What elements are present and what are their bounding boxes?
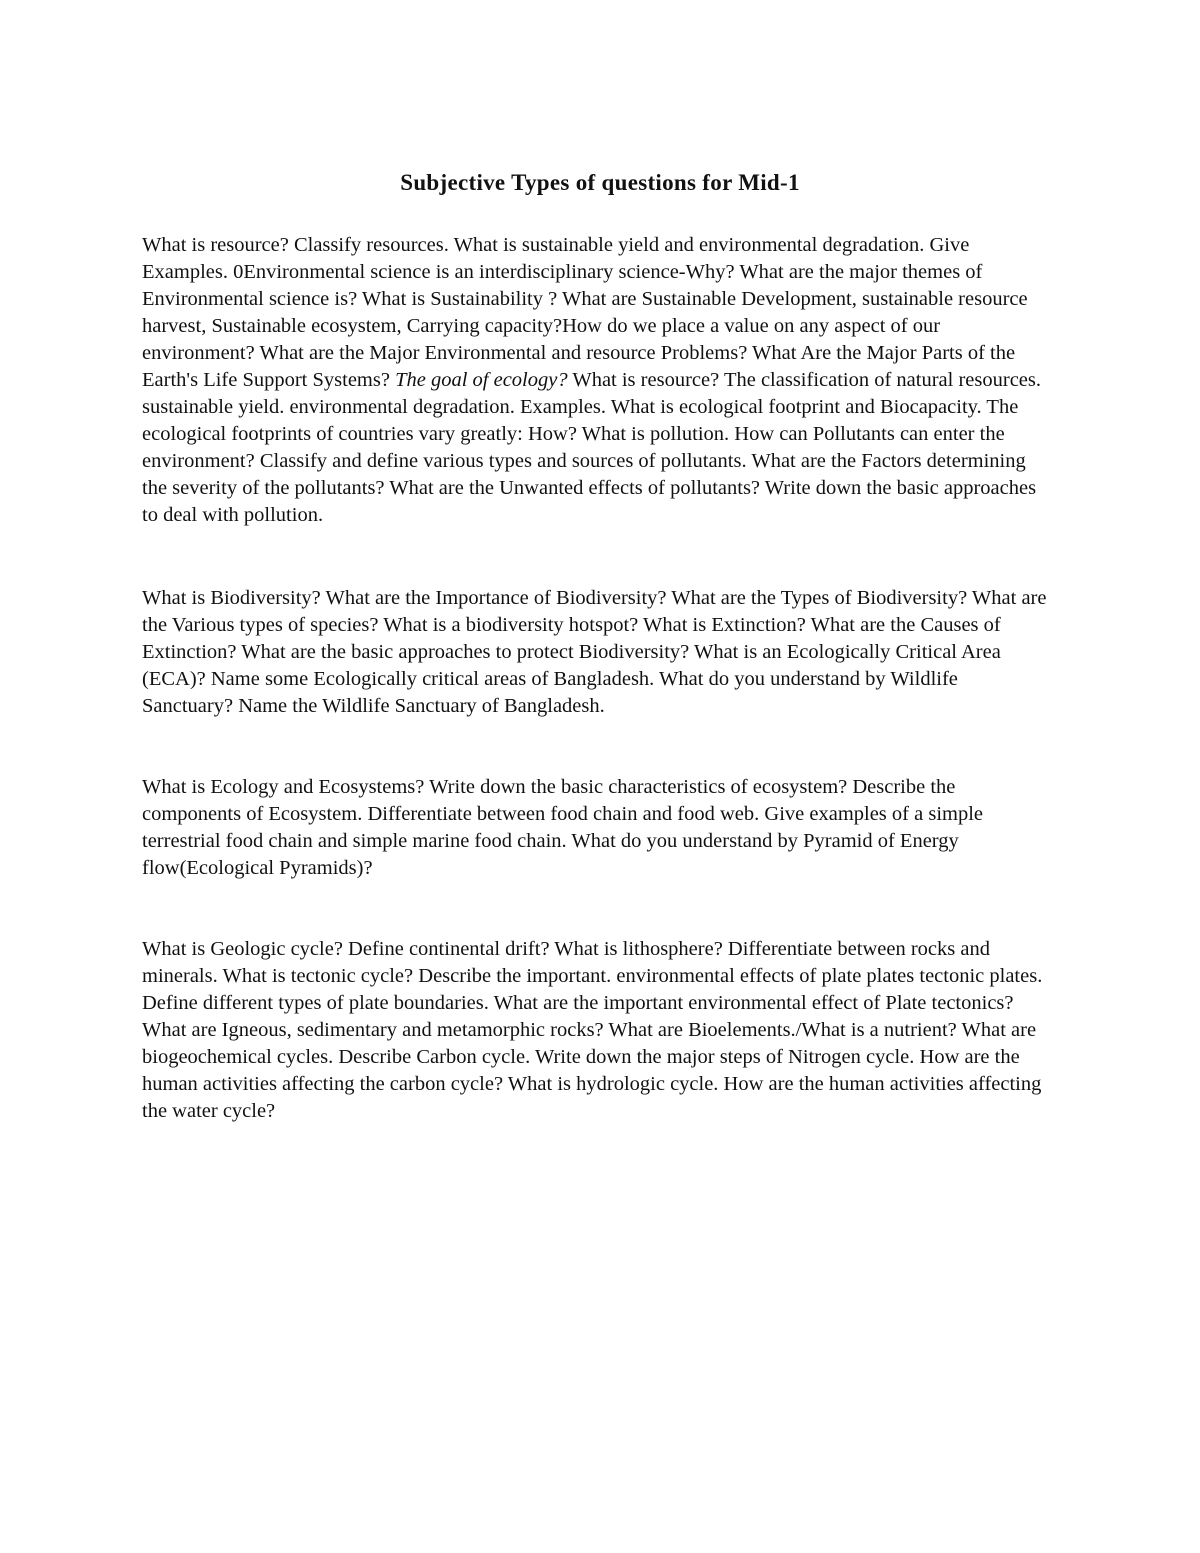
paragraph-text: What is resource? Classify resources. What is sustainable yield and environmental degradation. Give Examples. 0Environmental science is an interdisciplinary science-Why? What are the major themes of Environmental science is? What is Sustainability ? What are Sustainable Development, sustainable resource harvest, Sustainable ecosystem, Carrying capacity?How do we place a value on any aspect of our environment? What are the Major Environmental and resource Problems? What Are the Major Parts of the Earth's Life Support Systems?	[142, 234, 1028, 391]
paragraph-resources-pollution	[142, 232, 1052, 529]
paragraph-ecology: What is Ecology and Ecosystems? Write down the basic characteristics of ecosystem? Describe the components of Ecosystem. Differentiate between food chain and food web. Give examples of a simple terrestrial food chain and simple marine food chain. What do you understand by Pyramid of Energy flow(Ecological Pyramids)?	[142, 776, 984, 879]
paragraph-text: What is resource? The classification of natural resources. sustainable yield. environmental degradation. Examples. What is ecological footprint and Biocapacity. The ecological footprints of countries vary greatly: How? What is pollution. How can Pollutants can enter the environment? Classify and define various types and sources of pollutants. What are the Factors determining the severity of the pollutants? What are the Unwanted effects of pollutants? Write down the basic approaches to deal with pollution.	[142, 369, 1041, 526]
paragraph-geologic-cycles: What is Geologic cycle? Define continental drift? What is lithosphere? Differentiate between rocks and minerals. What is tectonic cycle? Describe the important. environmental effects of plate plates tectonic plates. Define different types of plate boundaries. What are the important environmental effect of Plate tectonics? What are Igneous, sedimentary and metamorphic rocks? What are Bioelements./What is a nutrient? What are biogeochemical cycles. Describe Carbon cycle. Write down the major steps of Nitrogen cycle. How are the human activities affecting the carbon cycle? What is hydrologic cycle. How are the human activities affecting the water cycle?	[142, 938, 1043, 1122]
paragraph-biodiversity: What is Biodiversity? What are the Importance of Biodiversity? What are the Types of Biodiversity? What are the Various types of species? What is a biodiversity hotspot? What is Extinction? What are the Causes of Extinction? What are the basic approaches to protect Biodiversity? What is an Ecologically Critical Area (ECA)? Name some Ecologically critical areas of Bangladesh. What do you understand by Wildlife Sanctuary? Name the Wildlife Sanctuary of Bangladesh.	[142, 587, 1047, 717]
document-title: Subjective Types of questions for Mid-1	[400, 170, 800, 195]
italic-phrase: The goal of ecology?	[395, 369, 568, 391]
